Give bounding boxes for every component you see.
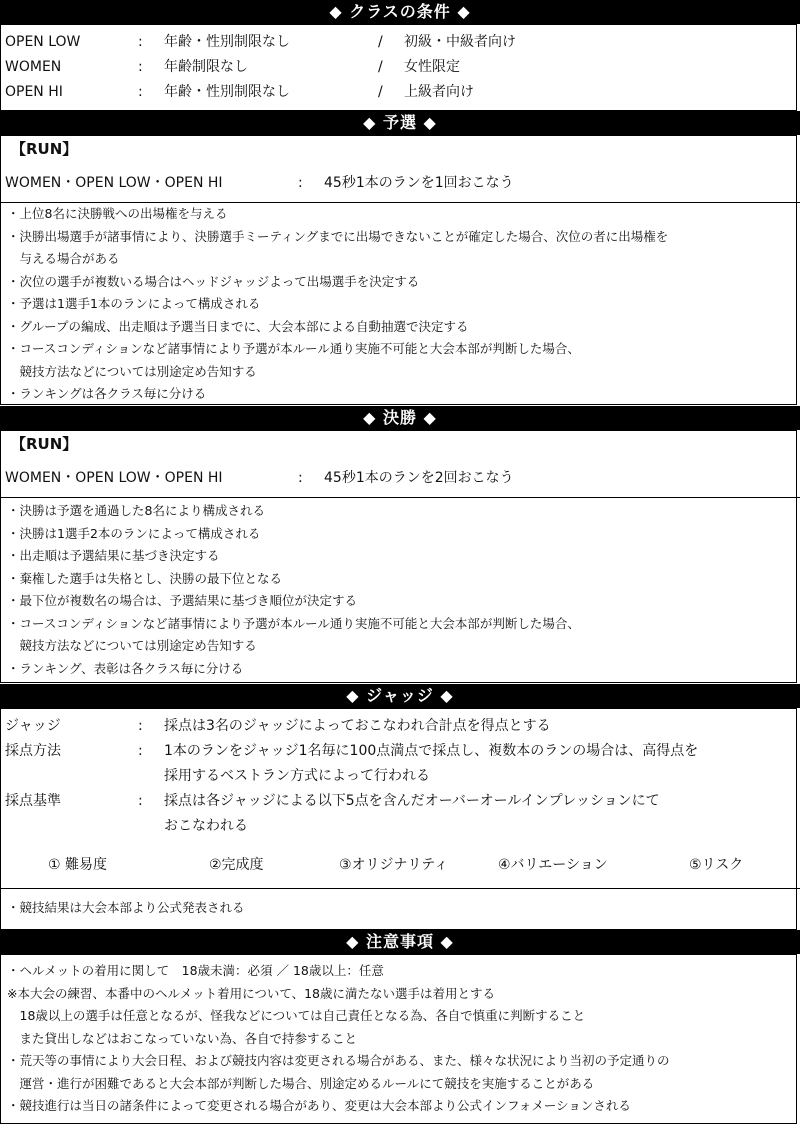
notes-line: ・荒天等の事情により大会日程、および競技内容は変更される場合がある、また、様々な状況により当初の予定通りの: [7, 1053, 670, 1068]
class-conditions-box: [0, 24, 797, 111]
class-limit: 年齢・性別制限なし: [164, 84, 290, 100]
class-conditions-header: ◆ クラスの条件 ◆: [0, 0, 800, 24]
class-name: WOMEN: [5, 59, 62, 75]
class-slash: /: [378, 84, 383, 100]
judge-header: ◆ ジャッジ ◆: [0, 684, 800, 708]
qualifier-run-label: 【RUN】: [11, 140, 78, 158]
qualifier-bullet: ・コースコンディションなど諸事情により予選が本ルール通り実施不可能と大会本部が判断した場合、: [7, 341, 580, 356]
notes-line: また貸出しなどはおこなっていない為、各自で持参すること: [7, 1031, 358, 1046]
scoring-method-text: 1本のランをジャッジ1名毎に100点満点で採点し、複数本のランの場合は、高得点を: [164, 743, 699, 759]
qualifier-bullet: ・次位の選手が複数いる場合はヘッドジャッジよって出場選手を決定する: [7, 274, 420, 289]
final-colon: :: [298, 470, 303, 486]
judge-text: 採点は3名のジャッジによっておこなわれ合計点を得点とする: [164, 718, 551, 734]
final-classes: WOMEN・OPEN LOW・OPEN HI: [5, 470, 223, 486]
judge-note: ・競技結果は大会本部より公式発表される: [7, 900, 245, 915]
scoring-criteria-text: 採点は各ジャッジによる以下5点を含んだオーバーオールインプレッションにて: [164, 793, 660, 809]
notes-line: ・競技進行は当日の諸条件によって変更される場合があり、変更は大会本部より公式インフォメーションされる: [7, 1098, 631, 1113]
notes-header: ◆ 注意事項 ◆: [0, 930, 800, 954]
criterion-completion: ②完成度: [209, 857, 264, 873]
qualifier-box: [0, 135, 797, 405]
scoring-criteria-label: 採点基準: [5, 793, 61, 809]
final-bullet: ・決勝は1選手2本のランによって構成される: [7, 526, 261, 541]
class-target: 初級・中級者向け: [404, 34, 516, 50]
class-colon: :: [138, 34, 143, 50]
qualifier-colon: :: [298, 175, 303, 191]
class-colon: :: [138, 84, 143, 100]
final-bullet: ・出走順は予選結果に基づき決定する: [7, 548, 220, 563]
notes-line: 18歳以上の選手は任意となるが、怪我などについては自己責任となる為、各自で慎重に判断すること: [7, 1008, 586, 1023]
qualifier-bullet: ・ランキングは各クラス毎に分ける: [7, 386, 207, 401]
class-target: 上級者向け: [404, 84, 474, 100]
scoring-method-label: 採点方法: [5, 743, 61, 759]
notes-box: [0, 954, 797, 1124]
qualifier-bullet: ・予選は1選手1本のランによって構成される: [7, 296, 261, 311]
scoring-method-text: 採用するベストラン方式によって行われる: [164, 768, 430, 784]
final-bullet: ・棄権した選手は失格とし、決勝の最下位となる: [7, 571, 283, 586]
scoring-criteria-text: おこなわれる: [164, 818, 248, 834]
judge-divider: [1, 888, 800, 889]
class-name: OPEN HI: [5, 84, 63, 100]
class-limit: 年齢制限なし: [164, 59, 248, 75]
qualifier-run-desc: 45秒1本のランを1回おこなう: [324, 175, 514, 191]
judge-box: [0, 708, 797, 930]
final-bullet: ・コースコンディションなど諸事情により予選が本ルール通り実施不可能と大会本部が判断した場合、: [7, 616, 580, 631]
class-name: OPEN LOW: [5, 34, 81, 50]
final-bullet: ・最下位が複数名の場合は、予選結果に基づき順位が決定する: [7, 593, 358, 608]
judge-colon: :: [138, 718, 143, 734]
criterion-originality: ③オリジナリティ: [339, 857, 449, 873]
final-run-label: 【RUN】: [11, 435, 78, 453]
final-divider: [1, 497, 800, 498]
final-box: [0, 430, 797, 683]
scoring-criteria-colon: :: [138, 793, 143, 809]
final-bullet: 競技方法などについては別途定め告知する: [7, 638, 257, 653]
class-slash: /: [378, 59, 383, 75]
qualifier-bullet: 競技方法などについては別途定め告知する: [7, 364, 257, 379]
notes-line: ・ヘルメットの着用に関して 18歳未満：必須 ／ 18歳以上：任意: [7, 963, 384, 978]
qualifier-bullet: ・決勝出場選手が諸事情により、決勝選手ミーティングまでに出場できないことが確定した場合、次位の者に出場権を: [7, 229, 669, 244]
criterion-risk: ⑤リスク: [689, 857, 744, 873]
qualifier-bullet: ・上位8名に決勝戦への出場権を与える: [7, 206, 228, 221]
qualifier-header: ◆ 予選 ◆: [0, 111, 800, 135]
qualifier-bullet: 与える場合がある: [7, 251, 120, 266]
final-bullet: ・ランキング、表彰は各クラス毎に分ける: [7, 661, 244, 676]
class-slash: /: [378, 34, 383, 50]
criterion-difficulty: ① 難易度: [48, 857, 108, 873]
class-limit: 年齢・性別制限なし: [164, 34, 290, 50]
final-run-desc: 45秒1本のランを2回おこなう: [324, 470, 514, 486]
qualifier-classes: WOMEN・OPEN LOW・OPEN HI: [5, 175, 223, 191]
notes-line: 運営・進行が困難であると大会本部が判断した場合、別途定めるルールにて競技を実施することがある: [7, 1076, 595, 1091]
notes-line: ※本大会の練習、本番中のヘルメット着用について、18歳に満たない選手は着用とする: [7, 986, 496, 1001]
judge-label: ジャッジ: [5, 718, 61, 734]
final-header: ◆ 決勝 ◆: [0, 406, 800, 430]
criterion-variation: ④バリエーション: [498, 857, 608, 873]
scoring-method-colon: :: [138, 743, 143, 759]
qualifier-bullet: ・グループの編成、出走順は予選当日までに、大会本部による自動抽選で決定する: [7, 319, 469, 334]
class-target: 女性限定: [404, 59, 460, 75]
class-colon: :: [138, 59, 143, 75]
final-bullet: ・決勝は予選を通過した8名により構成される: [7, 503, 265, 518]
